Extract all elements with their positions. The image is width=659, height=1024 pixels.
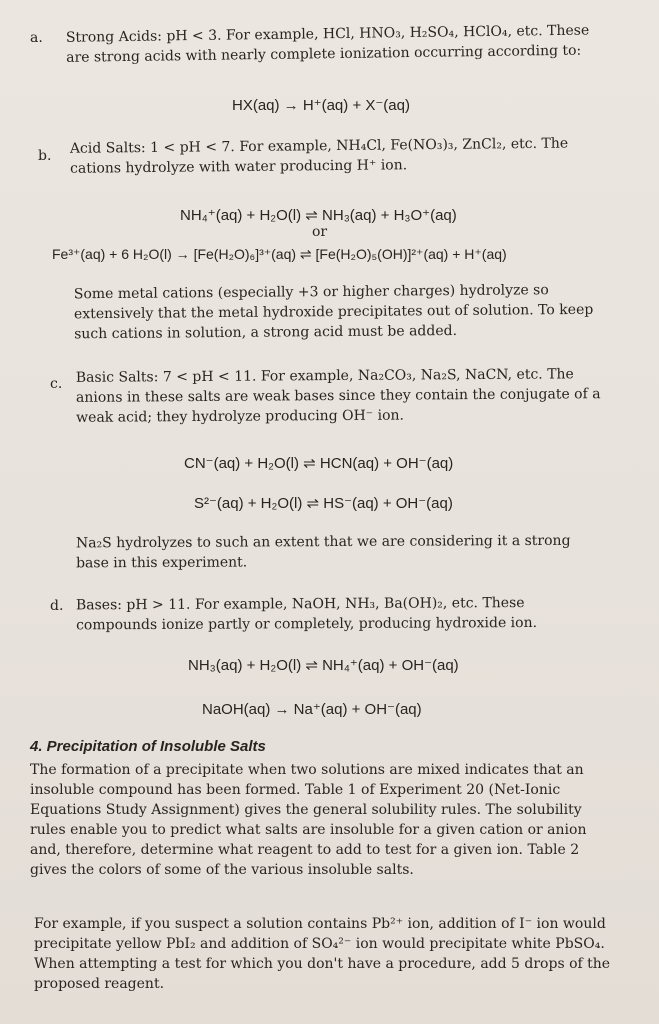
section-b-equation-1: NH₄⁺(aq) + H₂O(l) ⇌ NH₃(aq) + H₃O⁺(aq) xyxy=(180,207,457,224)
section-b-label: b. xyxy=(38,148,52,164)
section-a-label: a. xyxy=(30,30,43,46)
section-4-paragraph-1: The formation of a precipitate when two solutions are mixed indicates that an insoluble compound has been formed. Table 1 of Experiment 20 (Net-Ionic Equations Study Assignment) gives the general solubility rules. The solubility rules enable you to predict what salts are insoluble for a given cation or anion and, therefore, determine what reagent to add to test for a given ion. Table 2 gives the colors of some of the various insoluble salts. xyxy=(30,762,587,878)
section-c-note: Na₂S hydrolyzes to such an extent that we are considering it a strong base in this experiment. xyxy=(75,532,571,572)
section-b-or: or xyxy=(312,224,328,240)
section-c-equation-1: CN⁻(aq) + H₂O(l) ⇌ HCN(aq) + OH⁻(aq) xyxy=(184,455,454,472)
section-4-heading: 4. Precipitation of Insoluble Salts xyxy=(30,738,266,755)
section-b-equation-2: Fe³⁺(aq) + 6 H₂O(l) → [Fe(H₂O)₆]³⁺(aq) ⇌ [Fe(H₂O)₅(OH)]²⁺(aq) + H⁺(aq) xyxy=(52,246,507,262)
section-d-equation-1: NH₃(aq) + H₂O(l) ⇌ NH₄⁺(aq) + OH⁻(aq) xyxy=(188,657,459,674)
section-d-equation-2: NaOH(aq) → Na⁺(aq) + OH⁻(aq) xyxy=(202,701,422,718)
section-b-note: Some metal cations (especially +3 or higher charges) hydrolyze so extensively that the metal hydroxide precipitates out of solution. To keep such cations in solution, a strong acid must be added. xyxy=(73,282,594,343)
section-d-text: Bases: pH > 11. For example, NaOH, NH₃, Ba(OH)₂, etc. These compounds ionize partly or completely, producing hydroxide ion. xyxy=(75,595,538,634)
section-c-equation-2: S²⁻(aq) + H₂O(l) ⇌ HS⁻(aq) + OH⁻(aq) xyxy=(194,495,453,512)
section-a-equation-1: HX(aq) → H⁺(aq) + X⁻(aq) xyxy=(232,97,410,114)
section-4-paragraph-2: For example, if you suspect a solution contains Pb²⁺ ion, addition of I⁻ ion would precipitate yellow PbI₂ and addition of SO₄²⁻ ion would precipitate white PbSO₄. When attempting a test for which you don't have a procedure, add 5 drops of the proposed reagent. xyxy=(34,916,611,992)
section-c-label: c. xyxy=(50,376,63,392)
section-b-text: Acid Salts: 1 < pH < 7. For example, NH₄Cl, Fe(NO₃)₃, ZnCl₂, etc. The cations hydrolyze with water producing H⁺ ion. xyxy=(69,135,569,177)
section-a-text: Strong Acids: pH < 3. For example, HCl, HNO₃, H₂SO₄, HClO₄, etc. These are strong acids with nearly complete ionization occurring according to: xyxy=(65,22,590,66)
section-d-label: d. xyxy=(50,598,64,614)
section-c-text: Basic Salts: 7 < pH < 11. For example, Na₂CO₃, Na₂S, NaCN, etc. The anions in these salts are weak bases since they contain the conjugate of a weak acid; they hydrolyze producing OH⁻ ion. xyxy=(75,366,601,426)
